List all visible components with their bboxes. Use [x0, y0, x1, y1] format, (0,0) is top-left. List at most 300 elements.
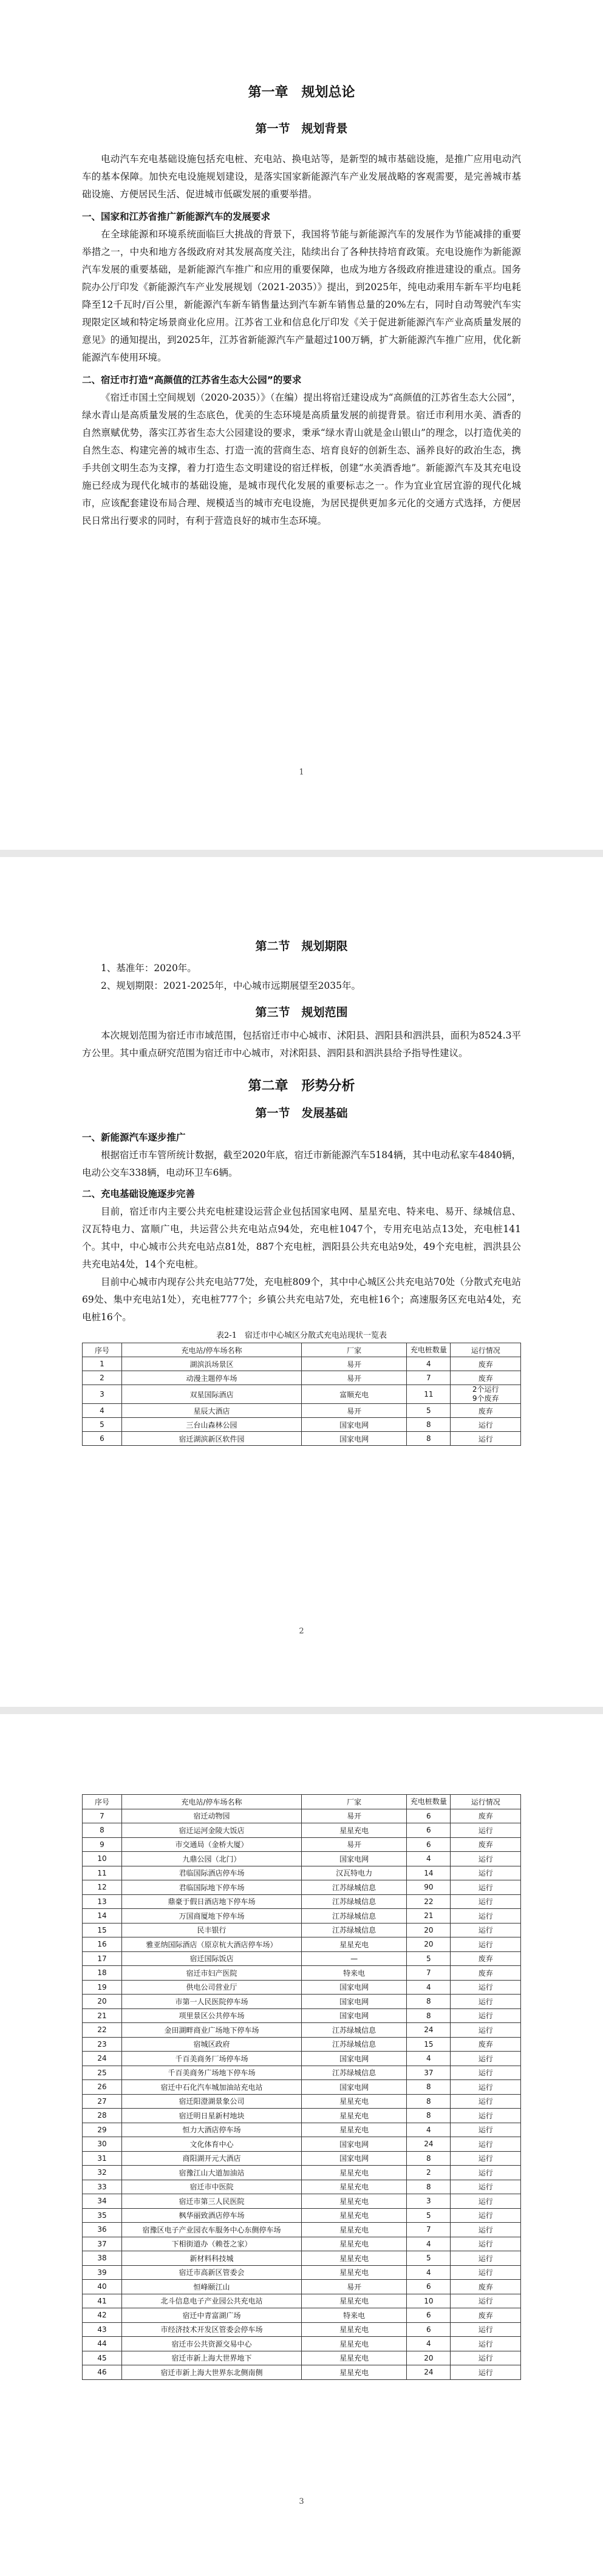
table-cell: 星星充电 — [302, 1823, 407, 1838]
table-cell: 8 — [83, 1823, 122, 1838]
table-row — [83, 1852, 521, 1866]
table-cell: 星星充电 — [302, 2223, 407, 2237]
table-cell: 宿迁国际饭店 — [121, 1951, 301, 1966]
table-cell: 26 — [83, 2080, 122, 2095]
table-cell: 汉瓦特电力 — [302, 1866, 407, 1880]
table-cell: 运行 — [451, 1432, 521, 1446]
table-row — [83, 2166, 521, 2180]
table-cell: 运行 — [451, 2052, 521, 2066]
table-cell: 金田湖畔商业广场地下停车场 — [121, 2023, 301, 2038]
table-cell: 君临国际酒店停车场 — [121, 1866, 301, 1880]
table-cell: 宿迁动物园 — [121, 1809, 301, 1823]
table-cell: 45 — [83, 2351, 122, 2365]
table-cell: 8 — [407, 1418, 451, 1432]
table-cell: 6 — [407, 2322, 451, 2337]
table-cell: 运行 — [451, 2109, 521, 2123]
table-cell: 6 — [407, 2308, 451, 2323]
table-cell: 运行 — [451, 2208, 521, 2223]
table-cell: 宿迁市妇产医院 — [121, 1966, 301, 1981]
table-cell: 12 — [83, 1880, 122, 1895]
table-cell: 国家电网 — [302, 2151, 407, 2166]
subheading-1-paragraph: 在全球能源和环境系统面临巨大挑战的背景下，我国将节能与新能源汽车的发展作为节能减排的重要举措之一，中央和地方各级政府对其发展高度关注，陆续出台了各种扶持培育政策。充电设施作为新能源汽车发展的重要基础，是新能源汽车推广和应用的重要保障，也成为地方各级政府推进建设的重点。国务院办公厅印发《新能源汽车产业发展规划（2021-2035）》提出，到2025年，纯电动乘用车新车平均电耗降至12千瓦时/百公里，新能源汽车新车销售量达到汽车新车销售总量的20%左右，同时自动驾驶汽车实现限定区域和特定场景商业化应用。江苏省工业和信息化厅印发《关于促进新能源汽车产业高质量发展的意见》的通知提出，到2025年，江苏省新能源汽车产量超过100万辆，扩大新能源汽车推广应用，优化新能源汽车使用环境。 — [82, 229, 521, 363]
table-cell: 43 — [83, 2322, 122, 2337]
table-cell: 14 — [407, 1866, 451, 1880]
table-cell: 运行 — [451, 2066, 521, 2080]
table-cell: 星星充电 — [302, 2237, 407, 2251]
table-cell: 运行 — [451, 2265, 521, 2280]
table-cell: 5 — [407, 1404, 451, 1418]
table-header-cell: 运行情况 — [451, 1795, 521, 1809]
table-cell: 2 — [407, 2166, 451, 2180]
table-cell: 宿迁市中医院 — [121, 2180, 301, 2194]
table-header-cell: 充电站/停车场名称 — [121, 1795, 301, 1809]
table-cell: 24 — [407, 2023, 451, 2038]
page-number: 2 — [299, 1627, 304, 1636]
table-cell: 北斗信息电子产业园公共充电站 — [121, 2294, 301, 2308]
table-header-cell: 序号 — [83, 1795, 122, 1809]
charging-paragraph-1: 目前，宿迁市内主要公共充电桩建设运营企业包括国家电网、星星充电、特来电、易开、绿城信息、汉瓦特电力、富顺广电，共运营公共充电站点94处，充电桩1047个，专用充电站点13处，充电桩141个。其中，中心城市公共充电站点81处，887个充电桩，泗阳县公共充电站9处，49个充电桩，泗洪县公共充电站4处，14个充电桩。 — [82, 1206, 521, 1270]
table-cell: 19 — [83, 1980, 122, 1995]
table-cell: 恒峰颐江山 — [121, 2280, 301, 2294]
table-cell: 宿豫区电子产业园衣车服务中心东侧停车场 — [121, 2223, 301, 2237]
table-row — [83, 2151, 521, 2166]
table-cell: 易开 — [302, 1837, 407, 1852]
table-cell: 易开 — [302, 1809, 407, 1823]
table-row — [83, 1809, 521, 1823]
table-cell: 国家电网 — [302, 1980, 407, 1995]
table-cell: 运行 — [451, 2094, 521, 2109]
table-cell: 湖滨浜场景区 — [121, 1357, 301, 1371]
table-cell: 动漫主题停车场 — [121, 1371, 301, 1385]
table-cell: 24 — [407, 2365, 451, 2380]
table-row — [83, 1880, 521, 1895]
table-cell: 运行 — [451, 1894, 521, 1909]
table-cell: 8 — [407, 2180, 451, 2194]
table-cell: 宿迁明日星新村地块 — [121, 2109, 301, 2123]
page-number: 3 — [299, 2497, 304, 2506]
table-cell: 25 — [83, 2066, 122, 2080]
table-cell: 国家电网 — [302, 2137, 407, 2152]
table-cell: 星星充电 — [302, 2265, 407, 2280]
table-header-cell: 充电站/停车场名称 — [121, 1343, 301, 1357]
table-row — [83, 2137, 521, 2152]
table-row — [83, 2351, 521, 2365]
table-cell: 6 — [83, 1432, 122, 1446]
table-cell: 运行 — [451, 2123, 521, 2137]
table-cell: 国家电网 — [302, 2052, 407, 2066]
table-cell: 运行 — [451, 2351, 521, 2365]
table-row — [83, 2066, 521, 2080]
table-cell: 24 — [83, 2052, 122, 2066]
table-header-cell: 运行情况 — [451, 1343, 521, 1357]
table-row — [83, 1418, 521, 1432]
table-cell: 31 — [83, 2151, 122, 2166]
table-cell: 运行 — [451, 2237, 521, 2251]
table-cell: 4 — [83, 1404, 122, 1418]
table-cell: 国家电网 — [302, 2008, 407, 2023]
table-row — [83, 1894, 521, 1909]
table-cell: 4 — [407, 2123, 451, 2137]
table-row — [83, 2322, 521, 2337]
table-row — [83, 1951, 521, 1966]
table-cell: 千百美商务广场地下停车场 — [121, 2066, 301, 2080]
table-cell: 10 — [83, 1852, 122, 1866]
table-cell: 运行 — [451, 2023, 521, 2038]
table-cell: 江苏绿城信息 — [302, 2037, 407, 2052]
table-header-cell: 充电桩数量 — [407, 1343, 451, 1357]
table-cell: 星星充电 — [302, 2180, 407, 2194]
table-cell: 废弃 — [451, 2037, 521, 2052]
table-cell: 5 — [407, 1951, 451, 1966]
table-cell: 运行 — [451, 1923, 521, 1937]
table-cell: 宿迁中石化汽车城加油站充电站 — [121, 2080, 301, 2095]
table-cell: 易开 — [302, 1404, 407, 1418]
table-cell: 15 — [407, 2037, 451, 2052]
table-header-cell: 厂家 — [302, 1343, 407, 1357]
table-cell: 运行 — [451, 2322, 521, 2337]
table-cell: 30 — [83, 2137, 122, 2152]
table-cell: 项里景区公共停车场 — [121, 2008, 301, 2023]
page-1 — [0, 0, 603, 850]
table-cell: 富顺充电 — [302, 1385, 407, 1404]
table-cell: 28 — [83, 2109, 122, 2123]
table-cell: 废弃 — [451, 1837, 521, 1852]
table-cell: 运行 — [451, 2294, 521, 2308]
table-cell: 民丰银行 — [121, 1923, 301, 1937]
intro-paragraph: 电动汽车充电基础设施包括充电桩、充电站、换电站等，是新型的城市基础设施，是推广应用电动汽车的基本保障。加快充电设施规划建设，是落实国家新能源汽车产业发展战略的客观需要，是完善城市基础设施、方便居民生活、促进城市低碳发展的重要举措。 — [82, 154, 521, 200]
table-cell: 废弃 — [451, 1809, 521, 1823]
table-cell: 24 — [407, 2137, 451, 2152]
table-cell: 废弃 — [451, 2308, 521, 2323]
table-cell: 宿迁市高新区管委会 — [121, 2265, 301, 2280]
table-cell: 枫华丽致酒店停车场 — [121, 2208, 301, 2223]
table-cell: 新材料科技城 — [121, 2251, 301, 2266]
table-cell: 8 — [407, 2008, 451, 2023]
table-cell: 41 — [83, 2294, 122, 2308]
page-3 — [0, 1714, 603, 2576]
table-header-cell: 序号 — [83, 1343, 122, 1357]
table-cell: 5 — [407, 2208, 451, 2223]
table-cell: 8 — [407, 2151, 451, 2166]
charging-station-table — [82, 1343, 521, 1446]
table-cell: 11 — [83, 1866, 122, 1880]
table-row — [83, 1823, 521, 1838]
table-cell: 8 — [407, 2094, 451, 2109]
table-cell: 江苏绿城信息 — [302, 1923, 407, 1937]
chapter-2-title: 第二章 形势分析 — [248, 1079, 355, 1094]
table-row — [83, 2308, 521, 2323]
table-cell: 34 — [83, 2194, 122, 2209]
table-cell: 星星充电 — [302, 2194, 407, 2209]
table-cell: 32 — [83, 2166, 122, 2180]
table-cell: 5 — [407, 2251, 451, 2266]
table-cell: 运行 — [451, 1937, 521, 1952]
table-row — [83, 2337, 521, 2351]
table-cell: 运行 — [451, 2151, 521, 2166]
table-cell: 20 — [407, 1937, 451, 1952]
table-cell: 千百美商务厂场停车场 — [121, 2052, 301, 2066]
table-cell: 星星充电 — [302, 2208, 407, 2223]
table-cell: 江苏绿城信息 — [302, 1894, 407, 1909]
table-row — [83, 2265, 521, 2280]
table-cell: 10 — [407, 2294, 451, 2308]
table-cell: 双星国际酒店 — [121, 1385, 301, 1404]
table-row — [83, 2194, 521, 2209]
table-cell: 运行 — [451, 2166, 521, 2180]
table-cell: 37 — [83, 2237, 122, 2251]
table-cell: 宿迁市新上海大世界东北侧南侧 — [121, 2365, 301, 2380]
table-cell: 23 — [83, 2037, 122, 2052]
table-cell: 33 — [83, 2180, 122, 2194]
table-cell: 江苏绿城信息 — [302, 1880, 407, 1895]
table-cell: 雅亚纳国际酒店（原京杭大酒店停车场） — [121, 1937, 301, 1952]
table-cell: 18 — [83, 1966, 122, 1981]
table-cell: — — [302, 1951, 407, 1966]
table-cell: 易开 — [302, 1357, 407, 1371]
table-cell: 16 — [83, 1937, 122, 1952]
table-cell: 40 — [83, 2280, 122, 2294]
table-cell: 星星充电 — [302, 2094, 407, 2109]
table-cell: 星星充电 — [302, 2337, 407, 2351]
table-cell: 万国商厦地下停车场 — [121, 1909, 301, 1924]
table-header-cell: 厂家 — [302, 1795, 407, 1809]
table-cell: 运行 — [451, 2180, 521, 2194]
table-cell: 7 — [83, 1809, 122, 1823]
table-cell: 运行 — [451, 2137, 521, 2152]
table-cell: 20 — [407, 1923, 451, 1937]
table-cell: 宿迁湖滨新区软件园 — [121, 1432, 301, 1446]
subheading-ev: 一、新能源汽车逐步推广 — [82, 1132, 186, 1143]
table-cell: 36 — [83, 2223, 122, 2237]
section-title: 第一节 规划背景 — [255, 122, 348, 135]
table-caption: 表2-1 宿迁市中心城区分散式充电站现状一览表 — [216, 1331, 387, 1340]
table-cell: 运行 — [451, 2194, 521, 2209]
table-row — [83, 1404, 521, 1418]
table-cell: 21 — [83, 2008, 122, 2023]
table-cell: 3 — [83, 1385, 122, 1404]
table-cell: 6 — [407, 2280, 451, 2294]
table-cell: 4 — [407, 2265, 451, 2280]
table-cell: 国家电网 — [302, 1432, 407, 1446]
table-cell: 22 — [407, 1894, 451, 1909]
table-cell: 6 — [407, 1823, 451, 1838]
table-cell: 废弃 — [451, 2280, 521, 2294]
page-number: 1 — [299, 768, 304, 777]
table-cell: 运行 — [451, 2337, 521, 2351]
table-cell: 江苏绿城信息 — [302, 1909, 407, 1924]
table-cell: 宿迁运河金陵大饭店 — [121, 1823, 301, 1838]
table-row — [83, 2251, 521, 2266]
table-row — [83, 1357, 521, 1371]
table-cell: 宿迁市公共资源交易中心 — [121, 2337, 301, 2351]
table-cell: 27 — [83, 2094, 122, 2109]
table-row — [83, 1980, 521, 1995]
table-cell: 7 — [407, 1371, 451, 1385]
table-cell: 3 — [407, 2194, 451, 2209]
table-cell: 星星充电 — [302, 2365, 407, 2380]
table-cell: 29 — [83, 2123, 122, 2137]
table-cell: 星星充电 — [302, 2322, 407, 2337]
table-row — [83, 2037, 521, 2052]
table-cell: 运行 — [451, 2008, 521, 2023]
table-cell: 运行 — [451, 2223, 521, 2237]
table-cell: 易开 — [302, 1371, 407, 1385]
table-cell: 宿城区政府 — [121, 2037, 301, 2052]
table-cell: 4 — [407, 2337, 451, 2351]
table-cell: 8 — [407, 2109, 451, 2123]
table-cell: 市交通局（金桥大厦） — [121, 1837, 301, 1852]
table-cell: 46 — [83, 2365, 122, 2380]
table-cell: 2 — [83, 1371, 122, 1385]
table-row — [83, 2223, 521, 2237]
page-2 — [0, 857, 603, 1707]
table-cell: 13 — [83, 1894, 122, 1909]
table-row — [83, 2080, 521, 2095]
table-cell: 4 — [407, 1852, 451, 1866]
table-cell: 37 — [407, 2066, 451, 2080]
table-row — [83, 2094, 521, 2109]
table-cell: 38 — [83, 2251, 122, 2266]
subheading-charging: 二、充电基础设施逐步完善 — [82, 1188, 196, 1199]
table-header-cell: 充电桩数量 — [407, 1795, 451, 1809]
table-cell: 运行 — [451, 1852, 521, 1866]
table-cell: 星星充电 — [302, 2251, 407, 2266]
table-row — [83, 2052, 521, 2066]
table-cell: 宿迁市第三人民医院 — [121, 2194, 301, 2209]
table-cell: 星星充电 — [302, 2123, 407, 2137]
table-cell: 8 — [407, 1432, 451, 1446]
table-row — [83, 1385, 521, 1404]
table-cell: 4 — [407, 2052, 451, 2066]
table-cell: 20 — [83, 1995, 122, 2009]
table-row — [83, 1937, 521, 1952]
table-cell: 九鼎公园（北门） — [121, 1852, 301, 1866]
table-cell: 供电公司营业厅 — [121, 1980, 301, 1995]
table-cell: 文化体育中心 — [121, 2137, 301, 2152]
table-cell: 运行 — [451, 2251, 521, 2266]
subheading-2-paragraph: 《宿迁市国土空间规划（2020-2035）》（在编）提出将宿迁建设成为“高颜值的江苏省生态大公园”，绿水青山是高质量发展的生态底色，优美的生态环境是高质量发展的前提背景。宿迁市利用水美、酒香的自然禀赋优势，落实江苏省生态大公园建设的要求，秉承“绿水青山就是金山银山”的理念，以打造优美的自然生态、构建完善的城市生态、打造一流的营商生态、培育良好的创新生态、涵养良好的政治生态，携手共创文明生态为支撑，着力打造生态文明建设的宿迁样板，创建“水美酒香地”。新能源汽车及其充电设施已经成为现代化城市的基础设施，是城市现代化发展的重要标志之一。作为宜业宜居宜游的现代化城市，应该配套建设布局合理、规模适当的城市充电设施，为居民提供更加多元化的交通方式选择，方便居民日常出行要求的同时，有利于营造良好的城市生态环境。 — [82, 392, 521, 526]
table-cell: 运行 — [451, 2080, 521, 2095]
table-row — [83, 1432, 521, 1446]
table-cell: 星星充电 — [302, 2166, 407, 2180]
table-cell: 21 — [407, 1909, 451, 1924]
table-cell: 君临国际地下停车场 — [121, 1880, 301, 1895]
table-cell: 江苏绿城信息 — [302, 2023, 407, 2038]
table-cell: 90 — [407, 1880, 451, 1895]
table-row — [83, 2023, 521, 2038]
table-cell: 14 — [83, 1909, 122, 1924]
table-cell: 5 — [83, 1418, 122, 1432]
table-cell: 商阳湖开元大酒店 — [121, 2151, 301, 2166]
table-cell: 6 — [407, 1809, 451, 1823]
table-cell: 江苏绿城信息 — [302, 2066, 407, 2080]
charging-station-table-continued — [82, 1794, 521, 2380]
table-row — [83, 2365, 521, 2380]
table-cell: 特来电 — [302, 1966, 407, 1981]
table-cell: 15 — [83, 1923, 122, 1937]
table-cell: 11 — [407, 1385, 451, 1404]
table-cell: 8 — [407, 1995, 451, 2009]
chapter-2-section-1-title: 第一节 发展基础 — [255, 1107, 348, 1120]
table-cell: 易开 — [302, 2280, 407, 2294]
table-row — [83, 1923, 521, 1937]
table-cell: 4 — [407, 1357, 451, 1371]
table-cell: 宿豫江山大道加油站 — [121, 2166, 301, 2180]
table-row — [83, 2208, 521, 2223]
table-row — [83, 2280, 521, 2294]
table-cell: 星星充电 — [302, 2351, 407, 2365]
table-cell: 废弃 — [451, 1404, 521, 1418]
table-cell: 废弃 — [451, 1371, 521, 1385]
scope-paragraph: 本次规划范围为宿迁市市域范围，包括宿迁市中心城市、沭阳县、泗阳县和泗洪县，面积为8524.3平方公里。其中重点研究范围为宿迁市中心城市，对沭阳县、泗阳县和泗洪县给予指导性建议。 — [82, 1030, 521, 1059]
ev-paragraph: 根据宿迁市车管所统计数据，截至2020年底，宿迁市新能源汽车5184辆，其中电动私家车4840辆，电动公交车338辆，电动环卫车6辆。 — [82, 1150, 521, 1178]
table-cell: 废弃 — [451, 1951, 521, 1966]
table-cell: 7 — [407, 1966, 451, 1981]
table-cell: 宿迁阳澄湖景象公司 — [121, 2094, 301, 2109]
table-row — [83, 1371, 521, 1385]
table-cell: 6 — [407, 1837, 451, 1852]
table-cell: 8 — [407, 2080, 451, 2095]
table-cell: 星星充电 — [302, 2294, 407, 2308]
table-row — [83, 1966, 521, 1981]
table-cell: 2个运行 9个废弃 — [451, 1385, 521, 1404]
table-cell: 特来电 — [302, 2308, 407, 2323]
table-cell: 42 — [83, 2308, 122, 2323]
table-row — [83, 1995, 521, 2009]
table-cell: 废弃 — [451, 1357, 521, 1371]
table-cell: 国家电网 — [302, 1995, 407, 2009]
table-cell: 运行 — [451, 1823, 521, 1838]
table-row — [83, 2008, 521, 2023]
table-row — [83, 2180, 521, 2194]
table-cell: 1 — [83, 1357, 122, 1371]
table-cell: 44 — [83, 2337, 122, 2351]
table-cell: 运行 — [451, 1418, 521, 1432]
table-cell: 市经济技术开发区管委会停车场 — [121, 2322, 301, 2337]
table-row — [83, 2123, 521, 2137]
table-cell: 运行 — [451, 2365, 521, 2380]
table-row — [83, 1866, 521, 1880]
table-row — [83, 2109, 521, 2123]
table-cell: 国家电网 — [302, 2080, 407, 2095]
section-3-title: 第三节 规划范围 — [255, 1006, 348, 1019]
table-cell: 4 — [407, 1980, 451, 1995]
table-cell: 35 — [83, 2208, 122, 2223]
table-cell: 20 — [407, 2351, 451, 2365]
table-cell: 市第一人民医院停车场 — [121, 1995, 301, 2009]
table-cell: 下相街道办（赖苍之家） — [121, 2237, 301, 2251]
table-cell: 国家电网 — [302, 1852, 407, 1866]
section-2-title: 第二节 规划期限 — [255, 940, 348, 953]
table-cell: 恒力大酒店停车场 — [121, 2123, 301, 2137]
table-cell: 17 — [83, 1951, 122, 1966]
table-cell: 废弃 — [451, 1966, 521, 1981]
table-cell: 运行 — [451, 1995, 521, 2009]
period-item: 1、基准年：2020年。 — [101, 963, 197, 974]
table-cell: 9 — [83, 1837, 122, 1852]
table-cell: 运行 — [451, 1909, 521, 1924]
chapter-title: 第一章 规划总论 — [248, 85, 355, 100]
table-cell: 运行 — [451, 1880, 521, 1895]
table-row — [83, 2237, 521, 2251]
subheading-2: 二、宿迁市打造“高颜值的江苏省生态大公园”的要求 — [82, 375, 302, 385]
table-cell: 22 — [83, 2023, 122, 2038]
charging-paragraph-2: 目前中心城市内现存公共充电站77处，充电桩809个，其中中心城区公共充电站70处（分散式充电站69处、集中充电站1处），充电桩777个；乡镇公共充电站7处，充电桩16个；高速服务区充电站4处，充电桩16个。 — [82, 1276, 521, 1323]
table-cell: 星星充电 — [302, 1937, 407, 1952]
table-cell: 宿迁市新上海大世界地下 — [121, 2351, 301, 2365]
table-row — [83, 1837, 521, 1852]
table-row — [83, 2294, 521, 2308]
